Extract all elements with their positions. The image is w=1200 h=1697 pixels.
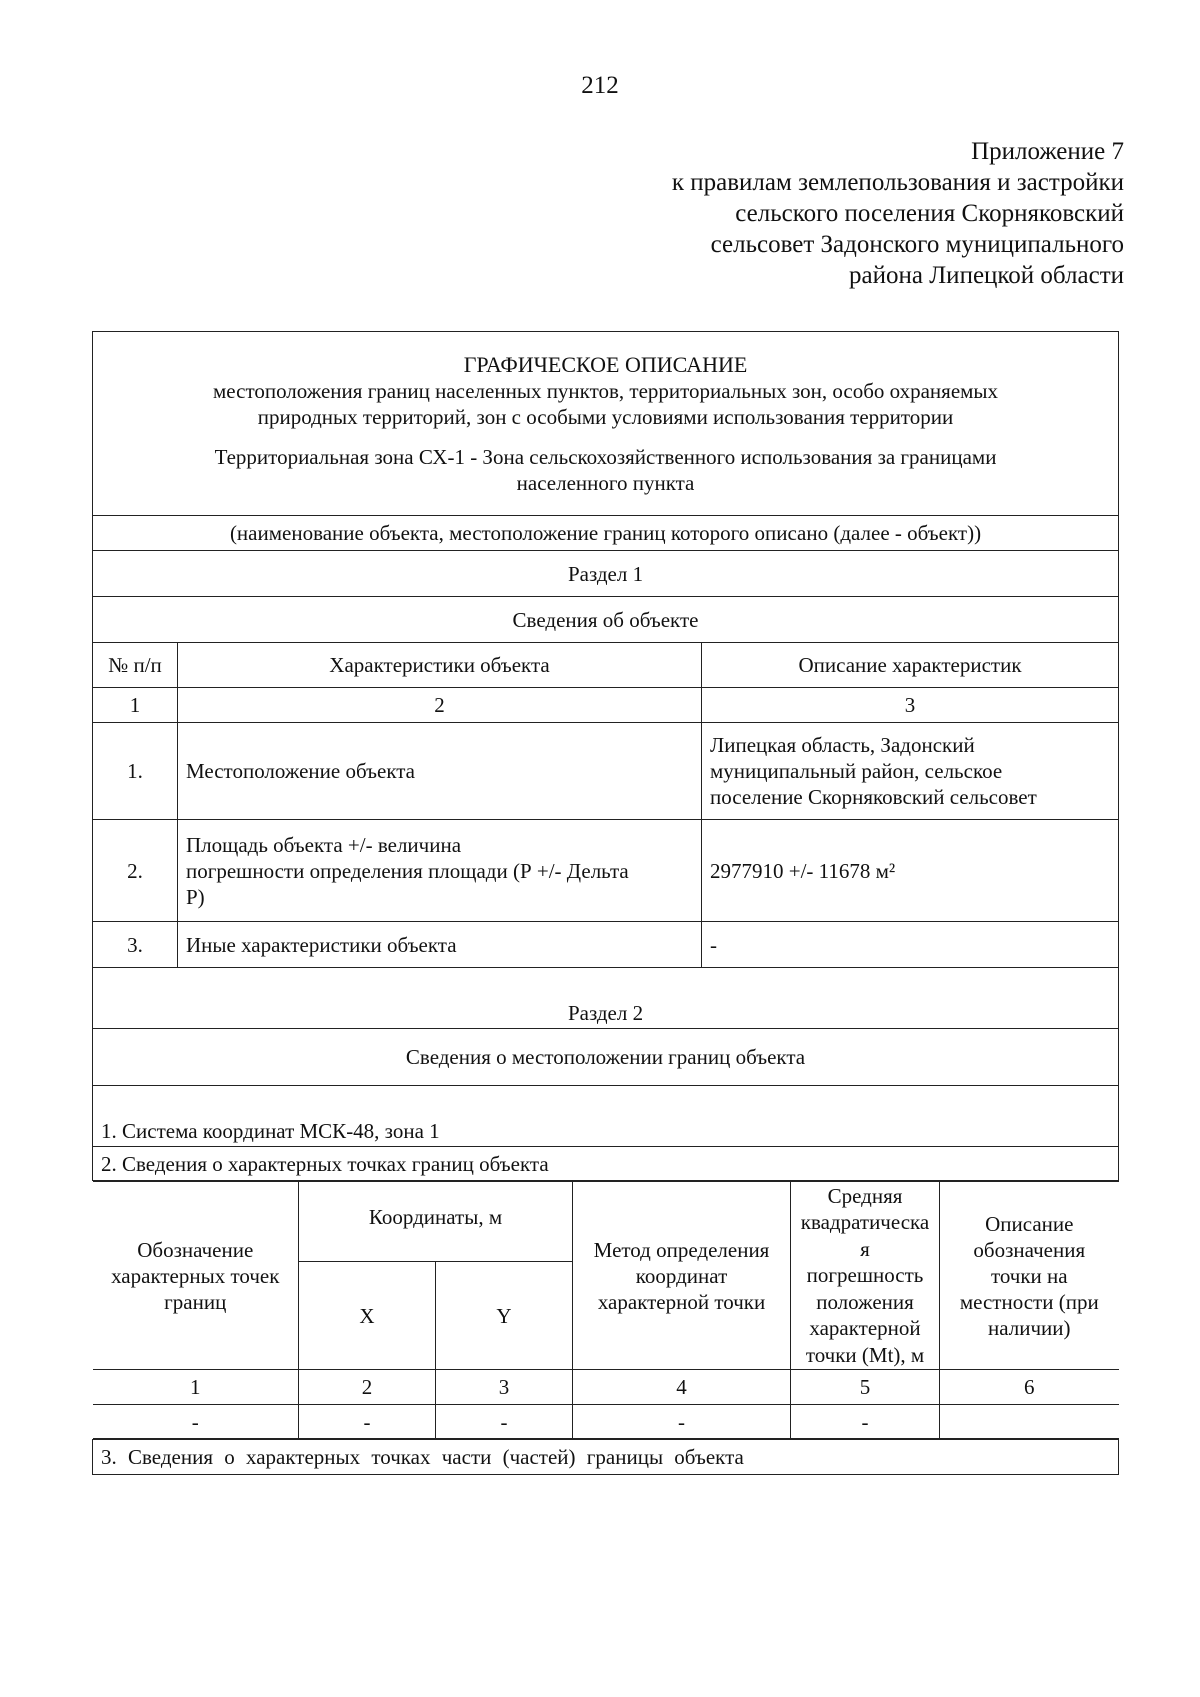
section1-subtitle-row <box>93 597 1119 643</box>
text-line: обозначения <box>973 1237 1086 1262</box>
page-number: 212 <box>581 72 619 99</box>
table-row <box>93 723 1119 820</box>
column-number: 1 <box>93 688 178 723</box>
text-line: характерной точки <box>597 1289 766 1314</box>
text-line: характерной <box>809 1316 921 1341</box>
column-number: 6 <box>940 1370 1119 1405</box>
text-line: я <box>860 1236 870 1261</box>
text-line: Липецкая область, Задонский <box>710 733 975 757</box>
coords-header-error <box>791 1182 940 1370</box>
coord-system-row <box>93 1086 1119 1147</box>
table-cell: - <box>791 1405 940 1439</box>
row-number: 3. <box>93 922 178 968</box>
column-header: Описание характеристик <box>702 643 1119 688</box>
appendix-heading <box>484 136 1124 291</box>
text-line: местности (при <box>959 1289 1099 1314</box>
table-row <box>93 820 1119 922</box>
area-value: 2977910 +/- 11678 м² <box>710 858 896 883</box>
text-line: Средняя <box>827 1183 903 1208</box>
document-title: ГРАФИЧЕСКОЕ ОПИСАНИЕ <box>463 351 748 377</box>
section2-subtitle: Сведения о местоположении границ объекта <box>93 1029 1119 1086</box>
table-cell: - <box>93 1405 299 1439</box>
appendix-line: района Липецкой области <box>849 262 1124 289</box>
header-cell <box>93 332 1119 516</box>
table-cell: - <box>436 1405 573 1439</box>
text-line: Описание <box>985 1211 1074 1236</box>
text-line: характерных точек <box>111 1263 280 1288</box>
row-number: 1. <box>93 723 178 820</box>
coords-table <box>93 1181 1119 1439</box>
text-line: Площадь объекта +/- величина <box>186 832 462 857</box>
coords-header-row <box>93 1182 1119 1262</box>
parts-title: 3. Сведения о характерных точках части (частей) границы объекта <box>93 1440 1119 1475</box>
points-title-row <box>93 1147 1119 1181</box>
row-characteristic <box>178 723 702 820</box>
text-line: координат <box>635 1263 728 1288</box>
column-number: 5 <box>791 1370 940 1405</box>
zone-name: населенного пункта <box>516 470 695 495</box>
coords-table-cell <box>93 1181 1119 1440</box>
row-number: 2. <box>93 820 178 922</box>
column-header: Характеристики объекта <box>178 643 702 688</box>
text-line: наличии) <box>988 1315 1071 1340</box>
column-number: 3 <box>436 1370 573 1405</box>
text-line: погрешности определения площади (Р +/- Дельта <box>186 858 629 883</box>
coords-header-coordinates: Координаты, м <box>299 1182 573 1262</box>
row-characteristic <box>178 820 702 922</box>
text-line: Р) <box>186 884 205 909</box>
header-row <box>93 332 1119 516</box>
section1-number-row <box>93 688 1119 723</box>
text-line: Иные характеристики объекта <box>186 932 457 957</box>
table-cell <box>940 1405 1119 1439</box>
coords-table-row <box>93 1181 1119 1440</box>
text-line: границ <box>164 1289 227 1314</box>
parts-title-row <box>93 1440 1119 1475</box>
section1-title-row <box>93 551 1119 597</box>
coord-system: 1. Система координат МСК-48, зона 1 <box>93 1086 1119 1147</box>
column-number: 2 <box>178 688 702 723</box>
text-line: точки на <box>990 1263 1068 1288</box>
table-row <box>93 922 1119 968</box>
row-description <box>702 820 1119 922</box>
coords-number-row <box>93 1370 1119 1405</box>
appendix-line: сельсовет Задонского муниципального <box>710 231 1124 258</box>
column-header: № п/п <box>93 643 178 688</box>
text-line: Метод определения <box>593 1237 770 1262</box>
document-subtitle: местоположения границ населенных пунктов, территориальных зон, особо охраняемых <box>212 378 999 403</box>
graphic-description-table <box>92 331 1119 1475</box>
points-title: 2. Сведения о характерных точках границ объекта <box>93 1147 1119 1181</box>
table-row <box>93 1405 1119 1439</box>
text-line: квадратическа <box>800 1210 930 1235</box>
appendix-line: к правилам землепользования и застройки <box>671 169 1124 196</box>
section1-subtitle: Сведения об объекте <box>93 597 1119 643</box>
zone-name: Территориальная зона СХ-1 - Зона сельскохозяйственного использования за границами <box>214 444 997 469</box>
text-line: точки (Mt), м <box>805 1342 925 1367</box>
coords-header-designation <box>93 1182 299 1370</box>
text-line: муниципальный район, сельское <box>710 759 1003 783</box>
appendix-line: Приложение 7 <box>971 138 1124 165</box>
section1-header-row <box>93 643 1119 688</box>
table-cell: - <box>299 1405 436 1439</box>
section2-title-row <box>93 968 1119 1029</box>
appendix-line: сельского поселения Скорняковский <box>735 200 1124 227</box>
text-line: Местоположение объекта <box>186 759 416 783</box>
table-cell: - <box>573 1405 791 1439</box>
column-number: 2 <box>299 1370 436 1405</box>
text-line: положения <box>816 1289 914 1314</box>
row-description <box>702 922 1119 968</box>
section1-title: Раздел 1 <box>93 551 1119 597</box>
column-number: 1 <box>93 1370 299 1405</box>
coords-header-y: Y <box>436 1262 573 1370</box>
text-line: поселение Скорняковский сельсовет <box>710 785 1037 809</box>
coords-header-description <box>940 1182 1119 1370</box>
spacer <box>101 430 1110 444</box>
document-subtitle: природных территорий, зон с особыми условиями использования территории <box>257 404 954 429</box>
coords-header-method <box>573 1182 791 1370</box>
section2-subtitle-row <box>93 1029 1119 1086</box>
text-line: погрешность <box>806 1263 924 1288</box>
object-caption-row <box>93 516 1119 551</box>
row-characteristic <box>178 922 702 968</box>
section2-title: Раздел 2 <box>93 968 1119 1029</box>
column-number: 4 <box>573 1370 791 1405</box>
text-line: - <box>710 932 717 957</box>
coords-header-x: X <box>299 1262 436 1370</box>
object-caption: (наименование объекта, местоположение границ которого описано (далее - объект)) <box>93 516 1119 551</box>
column-number: 3 <box>702 688 1119 723</box>
text-line: Обозначение <box>137 1237 254 1262</box>
row-description <box>702 723 1119 820</box>
